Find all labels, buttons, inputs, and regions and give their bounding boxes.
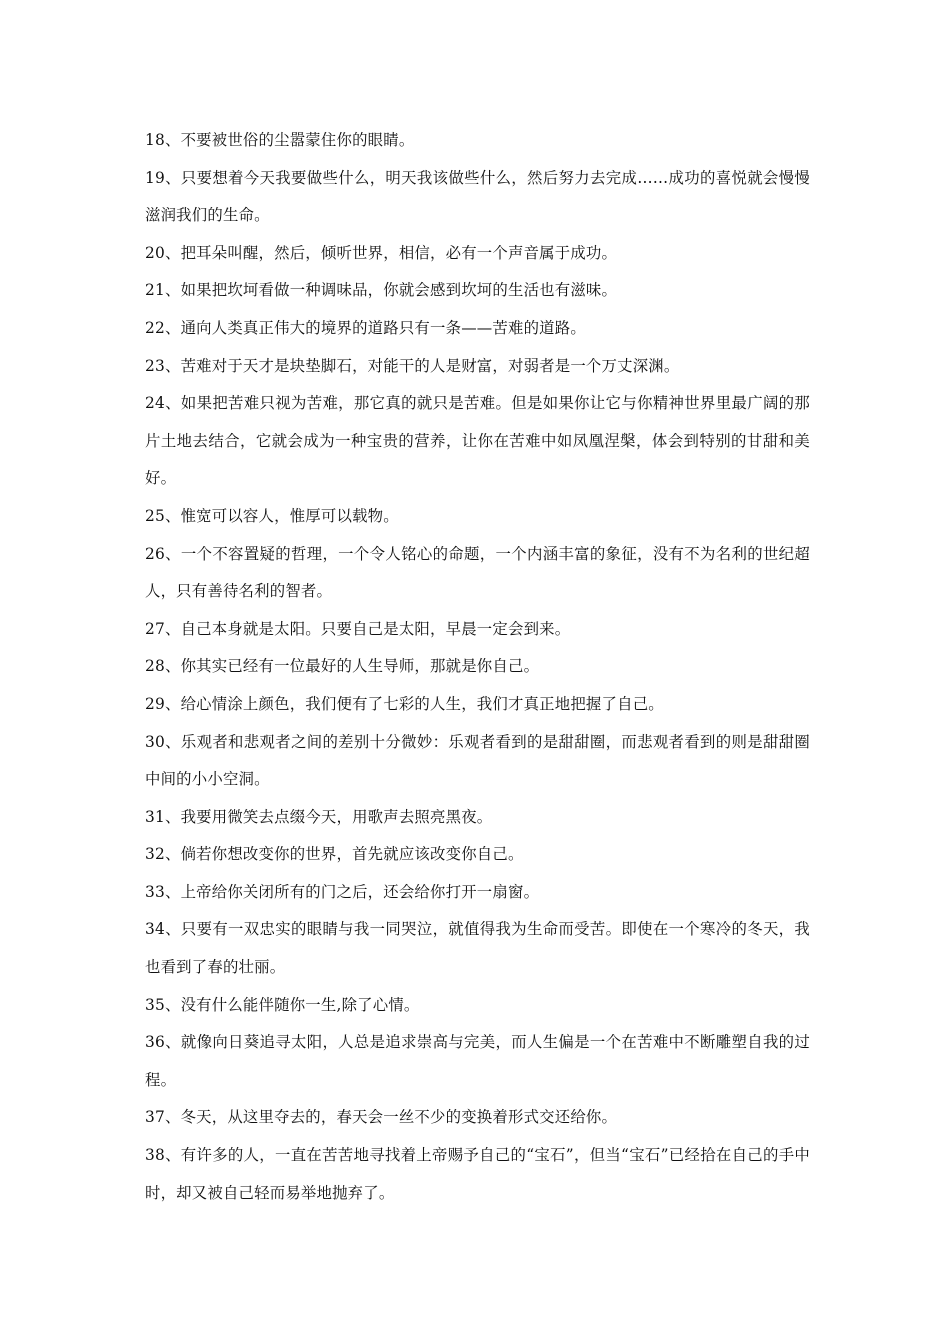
- quote-item-38: 38、有许多的人，一直在苦苦地寻找着上帝赐予自己的“宝石”，但当“宝石”已经拾在自己的手中时，却又被自己轻而易举地抛弃了。: [145, 1146, 810, 1202]
- quote-item-27: 27、自己本身就是太阳。只要自己是太阳，早晨一定会到来。: [145, 619, 571, 638]
- quote-item-23: 23、苦难对于天才是块垫脚石，对能干的人是财富，对弱者是一个万丈深渊。: [145, 356, 680, 375]
- quote-item-29: 29、给心情涂上颜色，我们便有了七彩的人生，我们才真正地把握了自己。: [145, 694, 664, 713]
- quote-item-35: 35、没有什么能伴随你一生,除了心情。: [145, 995, 420, 1014]
- quote-item-36: 36、就像向日葵追寻太阳，人总是追求崇高与完美，而人生偏是一个在苦难中不断雕塑自我的过程。: [145, 1033, 810, 1089]
- quote-item-31: 31、我要用微笑去点缀今天，用歌声去照亮黑夜。: [145, 807, 493, 826]
- quote-item-34: 34、只要有一双忠实的眼睛与我一同哭泣，就值得我为生命而受苦。即使在一个寒冷的冬天，我也看到了春的壮丽。: [145, 920, 810, 977]
- quote-item-33: 33、上帝给你关闭所有的门之后，还会给你打开一扇窗。: [145, 882, 540, 901]
- quote-item-21: 21、如果把坎坷看做一种调味品，你就会感到坎坷的生活也有滋味。: [145, 281, 618, 300]
- quote-item-20: 20、把耳朵叫醒，然后，倾听世界，相信，必有一个声音属于成功。: [145, 243, 618, 262]
- quote-item-28: 28、你其实已经有一位最好的人生导师，那就是你自己。: [145, 657, 540, 676]
- quote-item-22: 22、通向人类真正伟大的境界的道路只有一条——苦难的道路。: [145, 318, 586, 337]
- quote-item-24: 24、如果把苦难只视为苦难，那它真的就只是苦难。但是如果你让它与你精神世界里最广阔的那片土地去结合，它就会成为一种宝贵的营养，让你在苦难中如凤凰涅槃，体会到特别的甘甜和美好。: [145, 394, 810, 488]
- quote-item-37: 37、冬天，从这里夺去的，春天会一丝不少的变换着形式交还给你。: [145, 1108, 618, 1127]
- quote-list: [145, 122, 810, 1212]
- quote-item-18: 18、不要被世俗的尘嚣蒙住你的眼睛。: [145, 131, 415, 149]
- quote-item-26: 26、一个不容置疑的哲理，一个令人铭心的命题，一个内涵丰富的象征，没有不为名利的世纪超人，只有善待名利的智者。: [145, 544, 810, 601]
- quote-item-32: 32、倘若你想改变你的世界，首先就应该改变你自己。: [145, 845, 524, 864]
- quote-item-30: 30、乐观者和悲观者之间的差别十分微妙：乐观者看到的是甜甜圈，而悲观者看到的则是甜甜圈中间的小小空洞。: [145, 732, 810, 789]
- quote-item-19: 19、只要想着今天我要做些什么，明天我该做些什么，然后努力去完成……成功的喜悦就会慢慢滋润我们的生命。: [145, 168, 810, 225]
- quote-item-25: 25、惟宽可以容人，惟厚可以载物。: [145, 506, 399, 525]
